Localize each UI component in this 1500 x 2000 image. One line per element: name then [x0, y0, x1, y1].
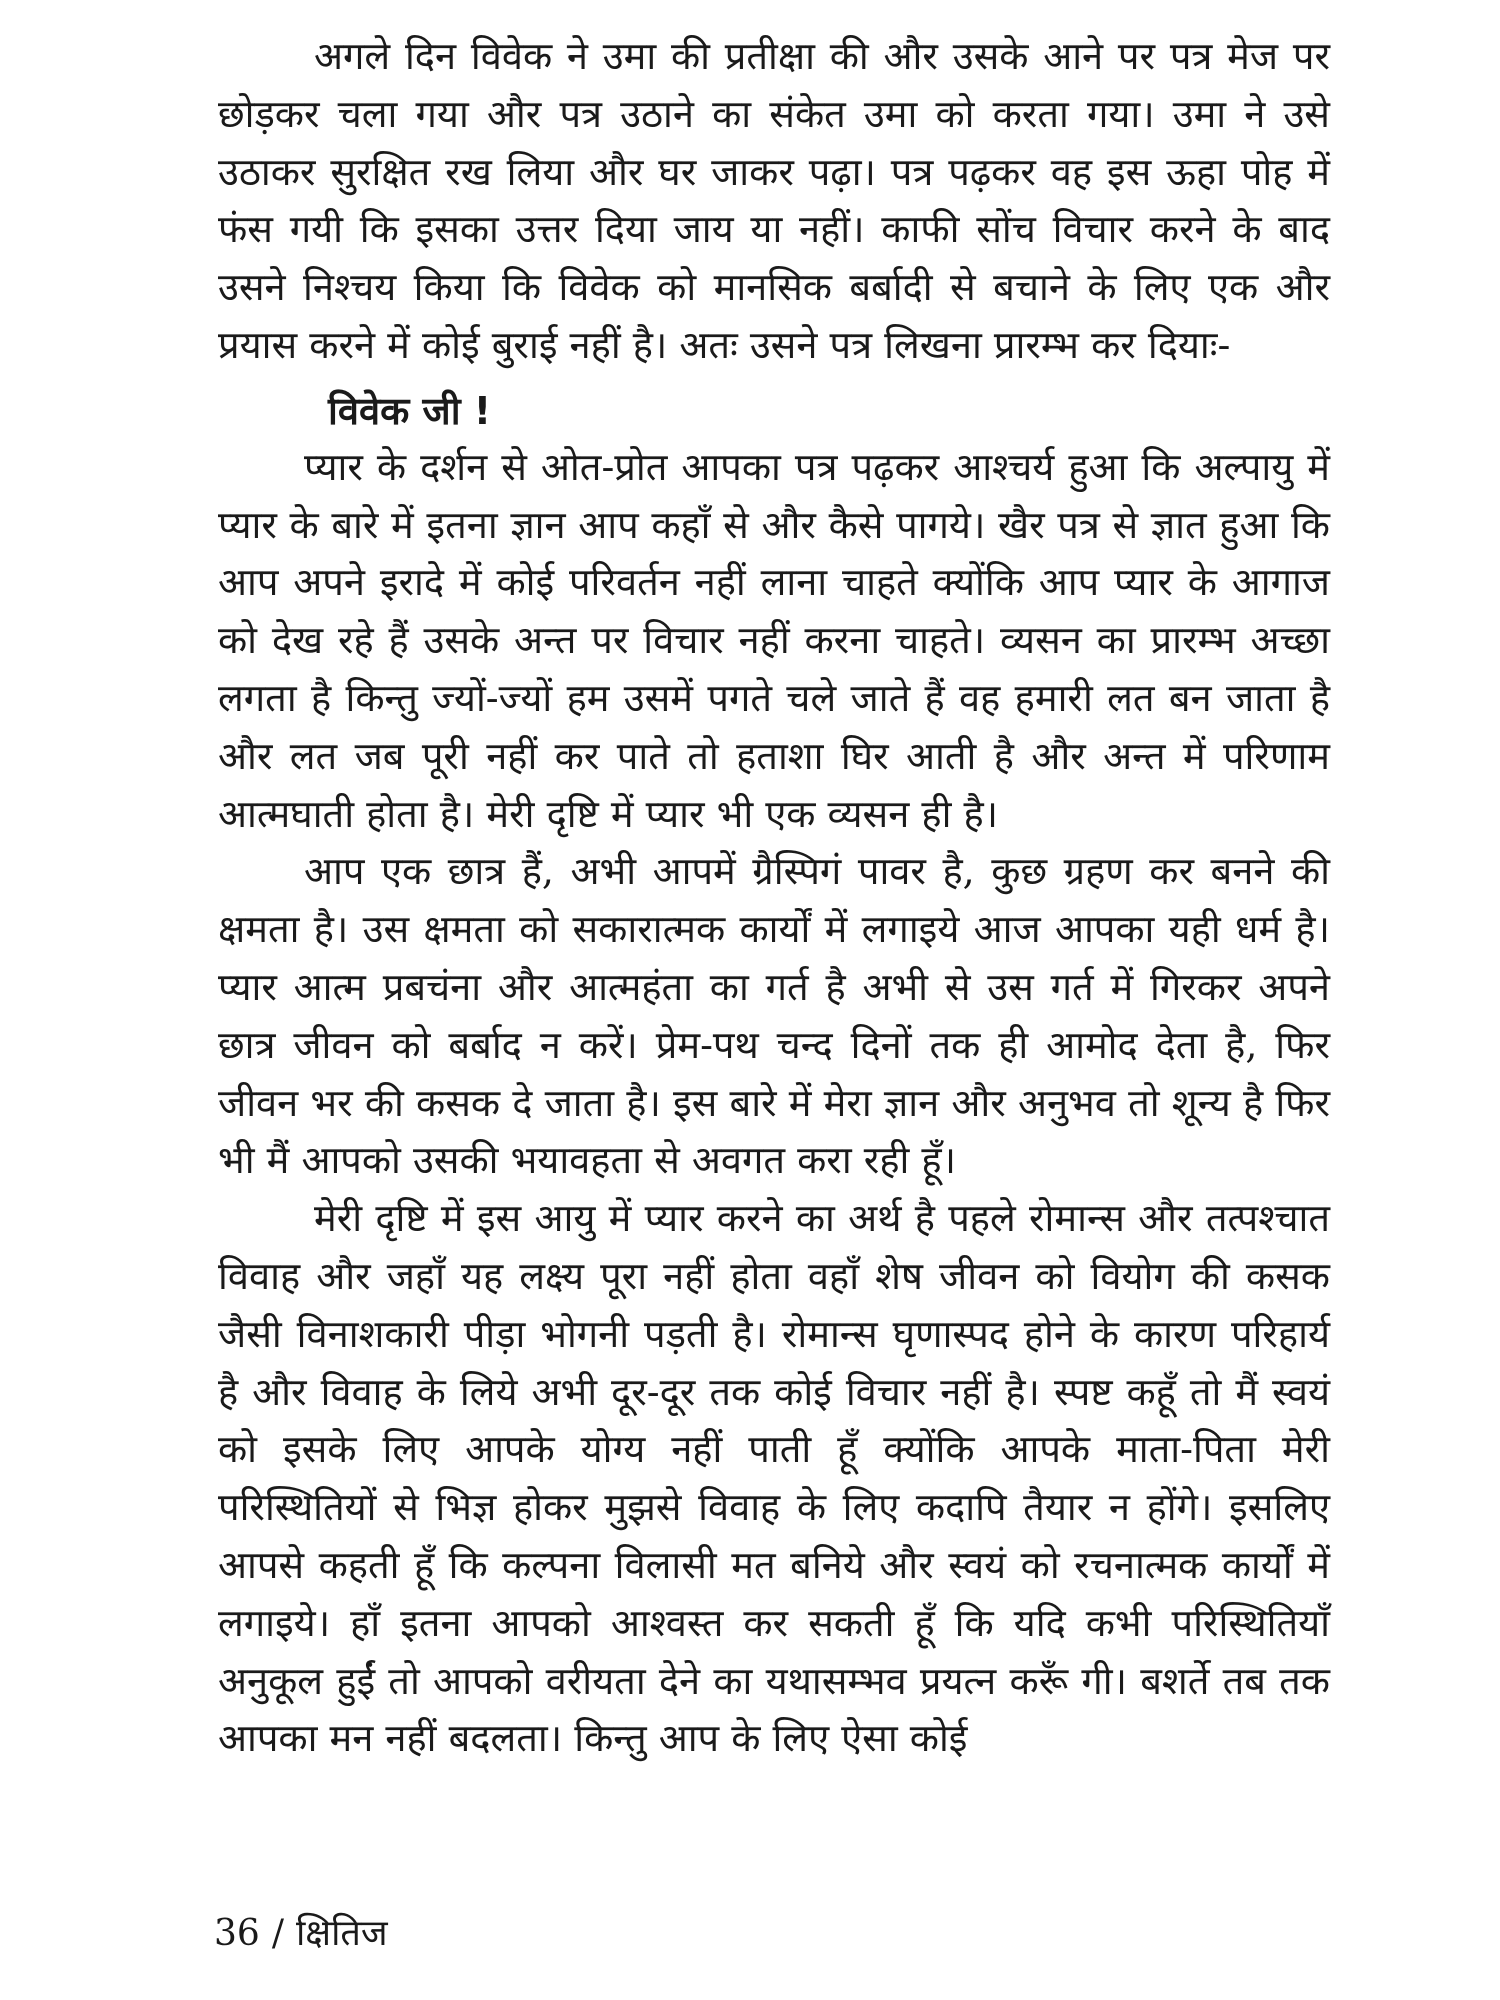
narrative-paragraph: अगले दिन विवेक ने उमा की प्रतीक्षा की और उसके आने पर पत्र मेज पर छोड़कर चला गया और पत्र उठाने का संकेत उमा को करता गया। उमा ने उसे उठाकर सुरक्षित रख लिया और घर जाकर पढ़ा। पत्र पढ़कर वह इस ऊहा पोह में फंस गयी कि इसका उत्तर दिया जाय या नहीं। काफी सोंच विचार करने के बाद उसने निश्चय किया कि विवेक को मानसिक बर्बादी से बचाने के लिए एक और प्रयास करने में कोई बुराई नहीं है। अतः उसने पत्र लिखना प्रारम्भ कर दियाः- — [218, 34, 1330, 367]
letter-paragraph-1: प्यार के दर्शन से ओत-प्रोत आपका पत्र पढ़कर आश्चर्य हुआ कि अल्पायु में प्यार के बारे में इतना ज्ञान आप कहाँ से और कैसे पागये। खैर पत्र से ज्ञात हुआ कि आप अपने इरादे में कोई परिवर्तन नहीं लाना चाहते क्योंकि आप प्यार के आगाज को देख रहे हैं उसके अन्त पर विचार नहीं करना चाहते। व्यसन का प्रारम्भ अच्छा लगता है किन्तु ज्यों-ज्यों हम उसमें पगते चले जाते हैं वह हमारी लत बन जाता है और लत जब पूरी नहीं कर पाते तो हताशा घिर आती है और अन्त में परिणाम आत्मघाती होता है। मेरी दृष्टि में प्यार भी एक व्यसन ही है। — [218, 444, 1330, 836]
letter-paragraph-2: आप एक छात्र हैं, अभी आपमें ग्रैस्पिगं पावर है, कुछ ग्रहण कर बनने की क्षमता है। उस क्षमता को सकारात्मक कार्यों में लगाइये आज आपका यही धर्म है। प्यार आत्म प्रबचंना और आत्महंता का गर्त है अभी से उस गर्त में गिरकर अपने छात्र जीवन को बर्बाद न करें। प्रेम-पथ चन्द दिनों तक ही आमोद देता है, फिर जीवन भर की कसक दे जाता है। इस बारे में मेरा ज्ञान और अनुभव तो शून्य है फिर भी मैं आपको उसकी भयावहता से अवगत करा रही हूँ। — [218, 849, 1330, 1183]
letter-paragraph-3: मेरी दृष्टि में इस आयु में प्यार करने का अर्थ है पहले रोमान्स और तत्पश्चात विवाह और जहाँ यह लक्ष्य पूरा नहीं होता वहाँ शेष जीवन को वियोग की कसक जैसी विनाशकारी पीड़ा भोगनी पड़ती है। रोमान्स घृणास्पद होने के कारण परिहार्य है और विवाह के लिये अभी दूर-दूर तक कोई विचार नहीं है। स्पष्ट कहूँ तो मैं स्वयं को इसके लिए आपके योग्य नहीं पाती हूँ क्योंकि आपके माता-पिता मेरी परिस्थितियों से भिज्ञ होकर मुझसे विवाह के लिए कदापि तैयार न होंगे। इसलिए आपसे कहती हूँ कि कल्पना विलासी मत बनिये और स्वयं को रचनात्मक कार्यों में लगाइये। हाँ इतना आपको आश्वस्त कर सकती हूँ कि यदि कभी परिस्थितियाँ अनुकूल हुईं तो आपको वरीयता देने का यथासम्भव प्रयत्न करूँ गी। बशर्ते तब तक आपका मन नहीं बदलता। किन्तु आप के लिए ऐसा कोई — [218, 1196, 1330, 1761]
book-title: क्षितिज — [295, 1913, 388, 1954]
letter-salutation: विवेक जी ! — [328, 388, 492, 433]
page-footer — [214, 1912, 388, 1956]
page-number: 36 — [214, 1913, 260, 1954]
page-body — [218, 28, 1330, 1768]
footer-separator: / — [271, 1913, 284, 1954]
